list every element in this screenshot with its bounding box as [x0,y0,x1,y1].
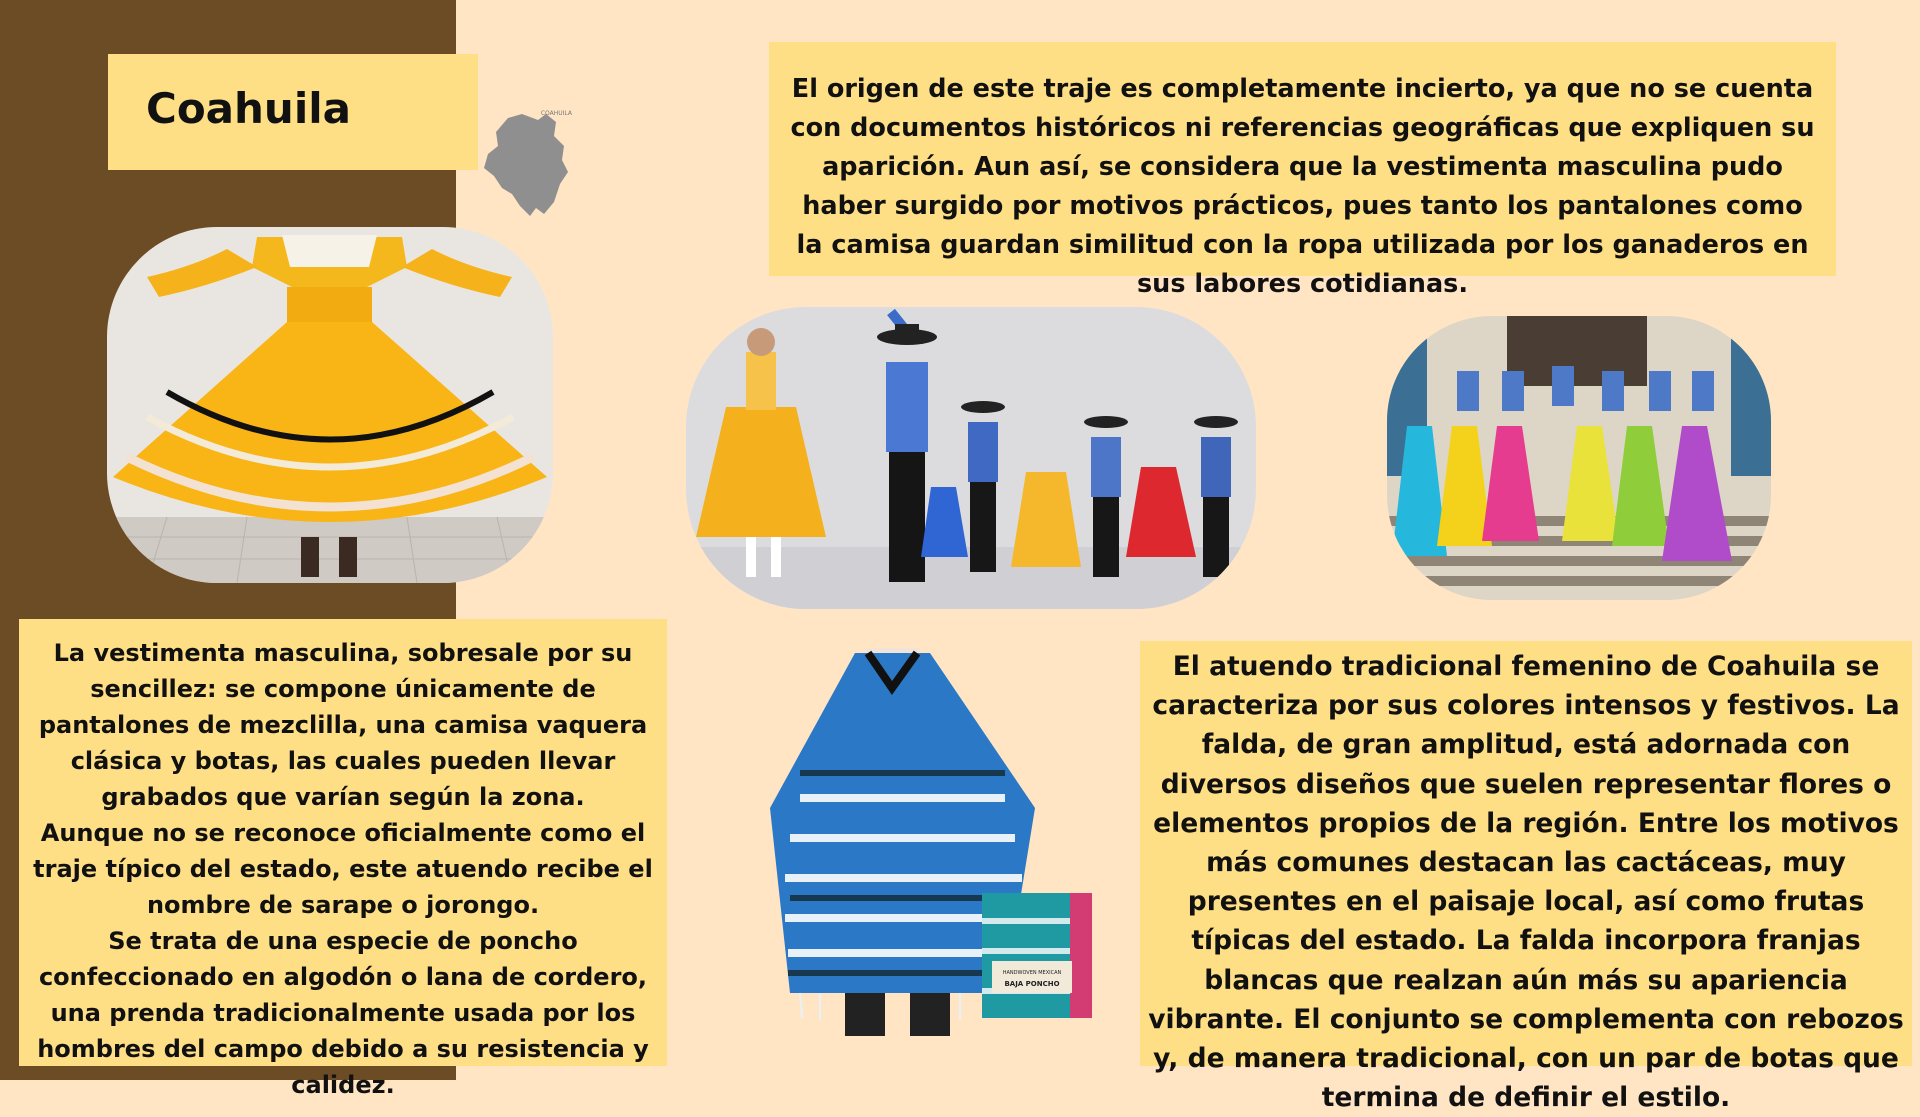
male-paragraph: Aunque no se reconoce oficialmente como el traje típico del estado, este atuendo recibe el nombre de sarape o jorongo. [33,819,653,919]
male-attire-text-box [19,619,667,1099]
dancers-group-photo [1387,316,1771,600]
poncho-label-line2: BAJA PONCHO [1004,980,1060,988]
female-text: El atuendo tradicional femenino de Coahuila se caracteriza por sus colores intensos y festivos. La falda, de gran amplitud, está adornada con diversos diseños que suelen representar flores o elementos propios de la región. Entre los motivos más comunes destacan las cactáceas, muy presentes en el paisaje local, así como frutas típicas del estado. La falda incorpora franjas blancas que realzan aún más su apariencia vibrante. El conjunto se complementa con rebozos y, de manera tradicional, con un par de botas que termina de definir el estilo. [1148,651,1904,1114]
coahuila-map-icon [480,110,580,222]
yellow-dress-photo [107,227,553,583]
title-box [108,54,572,170]
origin-text: El origen de este traje es completamente incierto, ya que no se cuenta con documentos históricos ni referencias geográficas que expliquen su aparición. Aun así, se considera que la vestimenta masculina pudo haber surgido por motivos prácticos, pues tanto los pantalones como la camisa guardan similitud con la ropa utilizada por los ganaderos en sus labores cotidianas. [790,74,1815,299]
female-attire-text-box [1140,641,1912,1114]
male-paragraph: La vestimenta masculina, sobresale por su sencillez: se compone únicamente de pantalones de mezclilla, una camisa vaquera clásica y botas, las cuales pueden llevar grabados que varían según la zona. [38,639,648,811]
map-caption: COAHUILA [540,110,572,117]
page-title: Coahuila [146,84,351,133]
origin-text-box [769,42,1836,299]
poncho-label-line1: HANDWOVEN MEXICAN [1002,970,1062,976]
poncho-photo [760,648,1098,1036]
folk-dance-photo [686,307,1256,609]
male-paragraph: Se trata de una especie de poncho confeccionado en algodón o lana de cordero, una prenda tradicionalmente usada por los hombres del campo debido a su resistencia y calidez. [37,927,649,1099]
